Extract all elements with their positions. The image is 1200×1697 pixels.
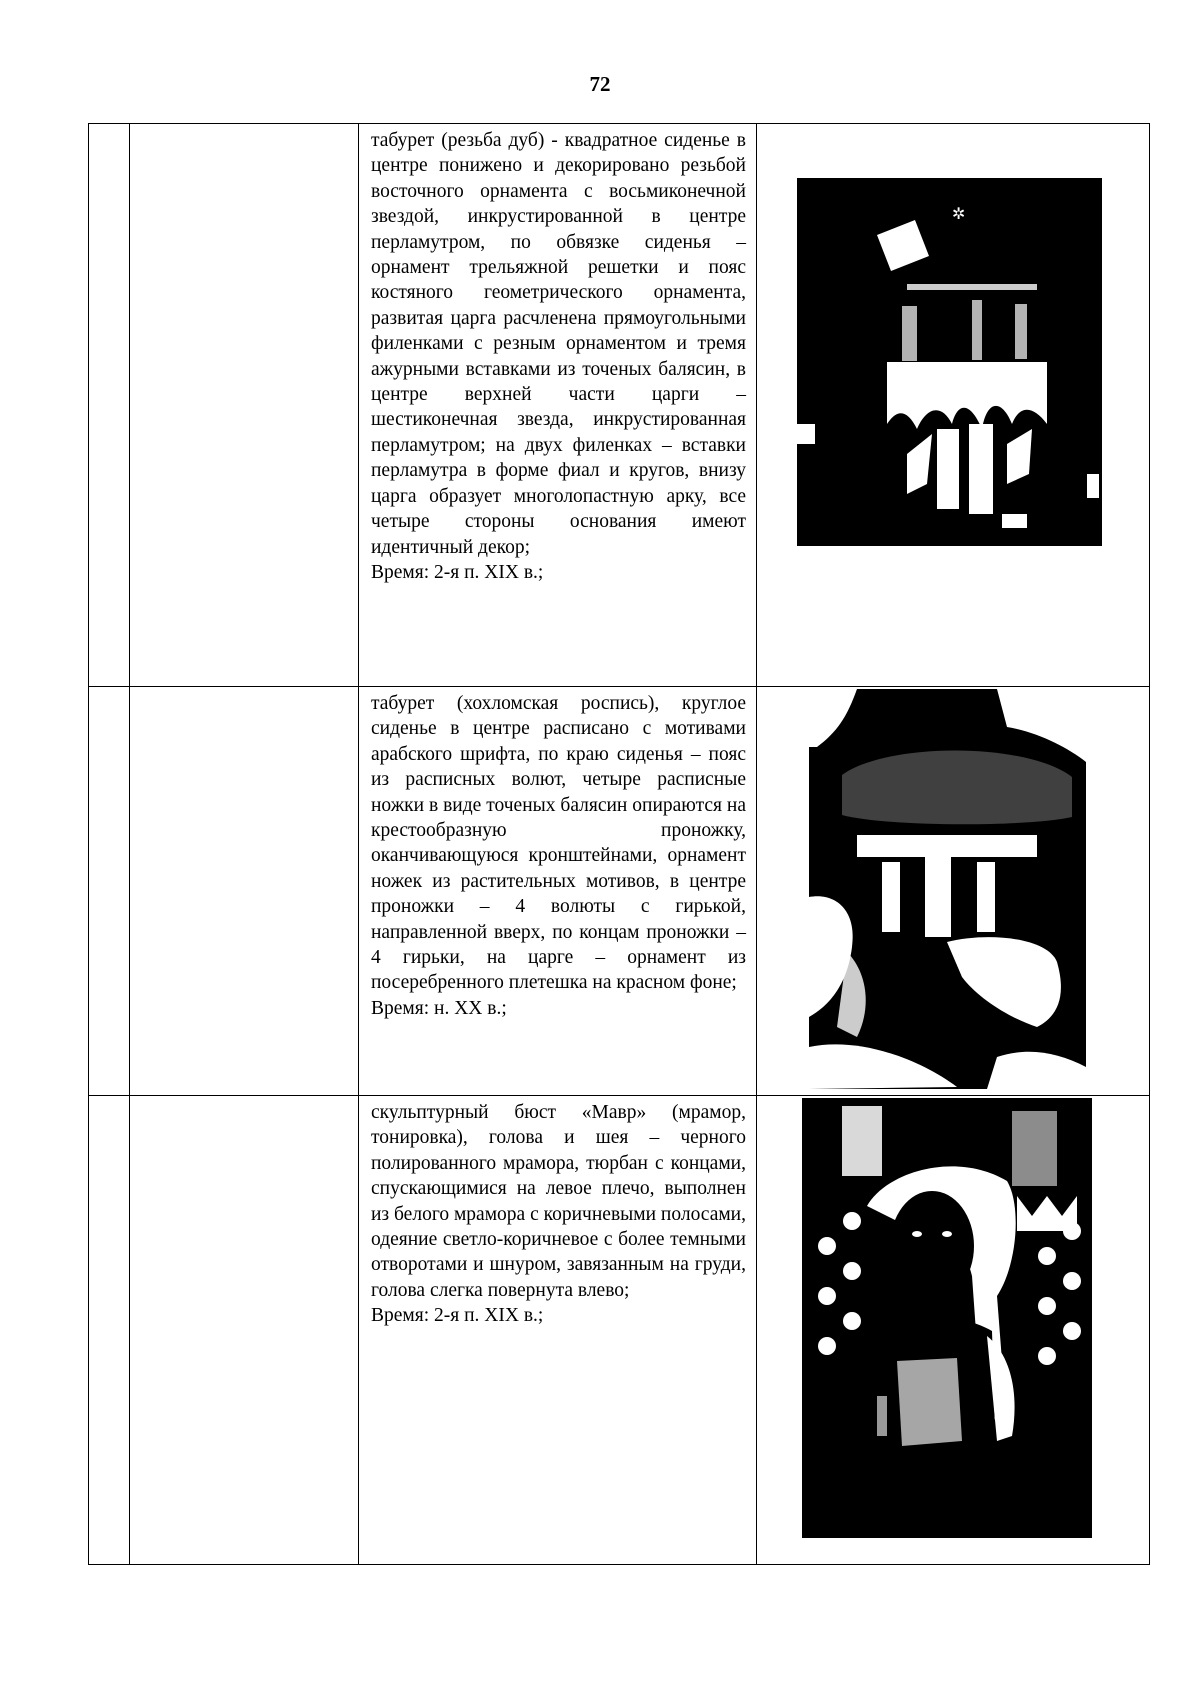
photo-cell	[757, 1096, 1150, 1565]
registry-table	[88, 123, 1150, 1565]
carved-stool-photo-icon	[757, 124, 1150, 686]
object-description: скульптурный бюст «Мавр» (мрамор, тонировка), голова и шея – черного полированного мрамора, тюрбан с концами, спускающимися на левое плечо, выполнен из белого мрамора с коричневыми полосами, одеяние светло-коричневое с более темными отворотами и шнуром, завязанным на груди, голова слегка повернута влево;	[371, 1102, 746, 1301]
object-time: Время: 2-я п. XIX в.;	[371, 561, 544, 583]
object-description: табурет (хохломская роспись), круглое сиденье в центре расписано с мотивами арабского шрифта, по краю сиденья – пояс из расписных волют, четыре расписные ножки в виде точеных балясин опираются на крестообразную проножку, оканчивающуюся кронштейнами, орнамент ножек из растительных мотивов, в центре проножки – 4 волюты с гирькой, направленной вверх, по концам проножки – 4 гирьки, на царге – орнамент из посеребренного плетешка на красном фоне;	[371, 693, 746, 994]
name-cell	[130, 1096, 359, 1565]
name-cell	[130, 687, 359, 1096]
table-row	[89, 687, 1150, 1096]
svg-text:✲: ✲	[952, 204, 966, 223]
table-row	[89, 1096, 1150, 1565]
object-time: Время: 2-я п. XIX в.;	[371, 1305, 544, 1327]
name-cell	[130, 124, 359, 687]
photo-cell	[757, 124, 1150, 687]
object-description: табурет (резьба дуб) - квадратное сиденье в центре понижено и декорировано резьбой восточного орнамента с восьмиконечной звездой, инкрустированной в центре перламутром, по обвязке сиденья – орнамент трельяжной решетки и пояс костяного геометрического орнамента, развитая царга расчленена прямоугольными филенками с резным орнаментом и тремя ажурными вставками из точеных балясин, в центре верхней части царги – шестиконечная звезда, инкрустированная перламутром; на двух филенках – вставки перламутра в форме фиал и кругов, внизу царга образует многолопастную арку, все четыре стороны основания имеют идентичный декор;	[371, 130, 746, 558]
number-cell	[89, 687, 130, 1096]
table-row	[89, 124, 1150, 687]
number-cell	[89, 124, 130, 687]
bust-photo-icon	[757, 1096, 1150, 1564]
number-cell	[89, 1096, 130, 1565]
object-time: Время: н. XX в.;	[371, 997, 507, 1019]
photo-cell	[757, 687, 1150, 1096]
painted-stool-photo-icon	[757, 687, 1150, 1095]
description-cell	[359, 124, 757, 687]
description-cell	[359, 1096, 757, 1565]
page-number: 72	[589, 72, 611, 96]
description-cell	[359, 687, 757, 1096]
